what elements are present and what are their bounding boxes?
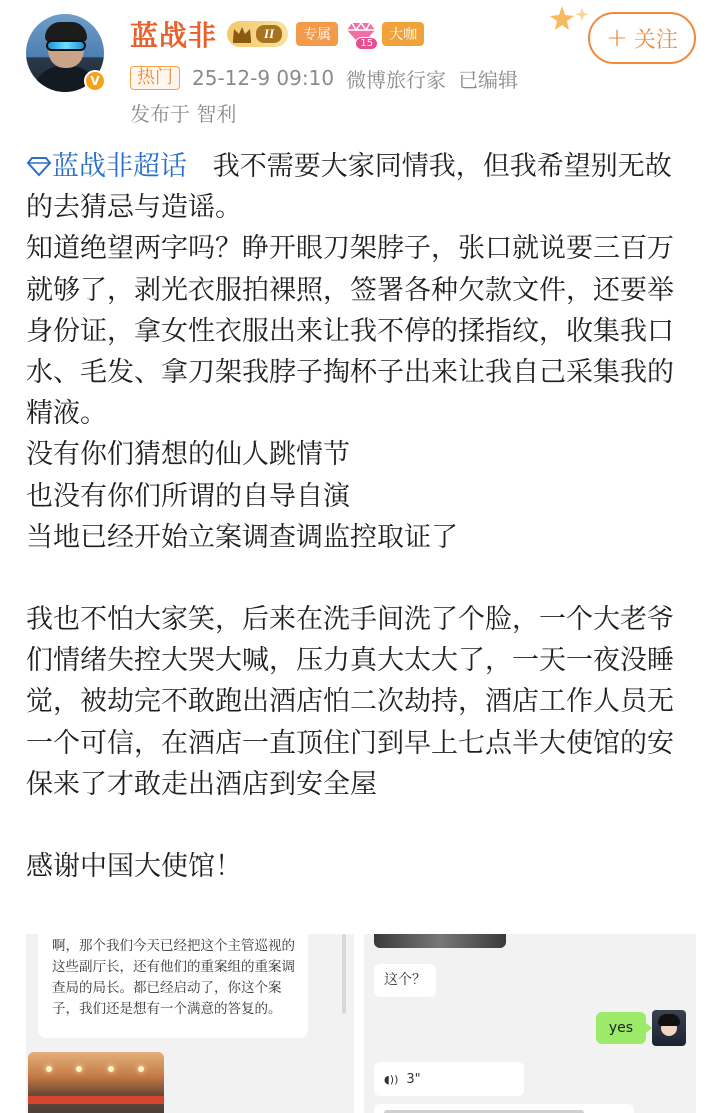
hot-tag[interactable]: 热门 bbox=[130, 66, 180, 90]
follow-label: 关注 bbox=[633, 27, 678, 53]
chat-message-partial bbox=[374, 1104, 634, 1113]
super-topic-link[interactable] bbox=[26, 151, 196, 182]
post-image-chat-screenshot-1[interactable] bbox=[26, 934, 354, 1113]
follow-button[interactable] bbox=[588, 12, 696, 64]
paragraph-text: 我不需要大家同情我，但我希望别无故的去猜忌与造谣。 bbox=[26, 151, 672, 224]
bigshot-tag[interactable]: 大咖 bbox=[382, 22, 424, 46]
author-name-row bbox=[130, 14, 424, 54]
author-name[interactable]: 蓝战非 bbox=[130, 19, 218, 52]
paragraph: 我也不怕大家笑，后来在洗手间洗了个脸，一个大老爷们情绪失控大哭大喊，压力真大太大了，一天一夜没睡觉，被劫完不敢跑出酒店怕二次劫持，酒店工作人员无一个可信，在酒店一直顶住门到早上七点半大使馆的安保来了才敢走出酒店到安全屋 bbox=[26, 604, 674, 800]
paragraph: 知道绝望两字吗？睁开眼刀架脖子，张口就说要三百万就够了，剥光衣服拍裸照，签署各种欠款文件，还要举身份证，拿女性衣服出来让我不停的揉指纹，收集我口水、毛发、拿刀架我脖子掏杯子出来让我自己采集我的精液。 bbox=[26, 233, 674, 430]
membership-level-badge[interactable] bbox=[227, 21, 288, 47]
verified-icon: V bbox=[84, 70, 106, 92]
chat-avatar bbox=[652, 1010, 686, 1046]
post-header bbox=[0, 0, 720, 140]
level-text: II bbox=[256, 25, 282, 43]
voice-message bbox=[374, 1062, 524, 1096]
voice-wave-icon: ◖)) bbox=[384, 1072, 399, 1086]
post-datetime: 25-12-9 09:10 bbox=[192, 66, 335, 90]
author-avatar[interactable] bbox=[26, 14, 106, 94]
paragraph-gap bbox=[26, 805, 696, 846]
fan-level-badge[interactable] bbox=[346, 20, 376, 48]
post-meta bbox=[130, 64, 518, 92]
paragraph: 当地已经开始立案调查调监控取证了 bbox=[26, 521, 458, 553]
diamond-icon bbox=[26, 155, 52, 177]
voice-duration: 3" bbox=[406, 1071, 421, 1087]
post-source[interactable]: 微博旅行家 bbox=[346, 67, 447, 92]
paragraph: 感谢中国大使馆！ bbox=[26, 851, 242, 883]
chat-message: 啊，那个我们今天已经把这个主管巡视的这些副厅长，还有他们的重案组的重案调查局的局长。都已经启动了，你这个案子，我们还是想有一个满意的答复的。 bbox=[38, 934, 308, 1038]
paragraph-gap bbox=[26, 558, 696, 599]
edited-label[interactable]: 已编辑 bbox=[458, 67, 519, 92]
chat-message-question: 这个？ bbox=[374, 964, 436, 997]
paragraph bbox=[26, 146, 696, 228]
chat-message-reply: yes bbox=[596, 1012, 646, 1044]
publish-location: 发布于 智利 bbox=[130, 102, 237, 126]
chat-photo bbox=[28, 1052, 164, 1113]
fan-level-number: 15 bbox=[355, 37, 378, 50]
post-body bbox=[26, 146, 696, 887]
plus-icon: + bbox=[606, 23, 628, 53]
chat-photo bbox=[374, 934, 506, 948]
crown-icon bbox=[231, 24, 253, 44]
exclusive-tag[interactable]: 专属 bbox=[296, 22, 338, 46]
scrollbar bbox=[342, 934, 346, 1014]
paragraph: 也没有你们所谓的自导自演 bbox=[26, 480, 350, 512]
post-image-chat-screenshot-2[interactable] bbox=[364, 934, 696, 1113]
super-topic-label: 蓝战非超话 bbox=[52, 151, 187, 182]
paragraph: 没有你们猜想的仙人跳情节 bbox=[26, 439, 350, 471]
